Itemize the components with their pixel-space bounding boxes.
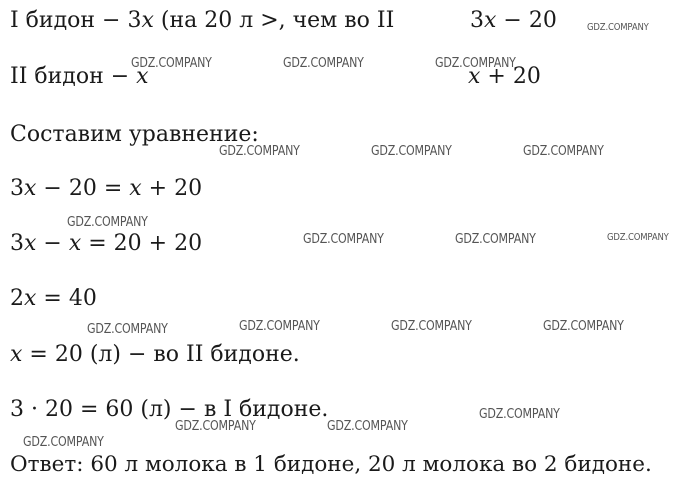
- watermark: GDZ.COMPANY: [303, 232, 384, 247]
- watermark: GDZ.COMPANY: [239, 319, 320, 334]
- watermark: GDZ.COMPANY: [283, 56, 364, 71]
- text: − 20: [496, 8, 557, 33]
- text: = 20 (л) − во II бидоне.: [22, 342, 300, 367]
- answer-line: Ответ: 60 л молока в 1 бидоне, 20 л молока во 2 бидоне.: [10, 452, 652, 477]
- watermark: GDZ.COMPANY: [607, 232, 669, 243]
- watermark: GDZ.COMPANY: [523, 144, 604, 159]
- var-x: x: [484, 8, 497, 33]
- watermark: GDZ.COMPANY: [87, 322, 168, 337]
- watermark: GDZ.COMPANY: [327, 419, 408, 434]
- line-6: [10, 286, 97, 312]
- text: II бидон −: [10, 64, 137, 89]
- watermark: GDZ.COMPANY: [67, 215, 148, 230]
- line-7: [10, 342, 300, 368]
- line-4: [10, 176, 202, 202]
- var-x: x: [141, 8, 154, 33]
- var-x: x: [24, 176, 37, 201]
- var-x: x: [136, 64, 149, 89]
- watermark: GDZ.COMPANY: [587, 22, 649, 33]
- var-x: x: [468, 64, 481, 89]
- var-x: x: [68, 231, 82, 256]
- line-1-right: [470, 8, 557, 34]
- var-x: x: [129, 176, 142, 201]
- text: = 40: [36, 286, 97, 311]
- watermark: GDZ.COMPANY: [175, 419, 256, 434]
- line-2: [10, 64, 149, 90]
- text: = 20 + 20: [81, 231, 203, 256]
- text: 2: [10, 286, 24, 311]
- line-1: [10, 8, 394, 34]
- watermark: GDZ.COMPANY: [479, 407, 560, 422]
- line-3: Составим уравнение:: [10, 122, 259, 147]
- text: + 20: [141, 176, 203, 201]
- watermark: GDZ.COMPANY: [435, 56, 516, 71]
- watermark: GDZ.COMPANY: [219, 144, 300, 159]
- text: 3: [470, 8, 484, 33]
- line-8: 3 · 20 = 60 (л) − в I бидоне.: [10, 397, 329, 422]
- text: − 20 =: [36, 176, 130, 201]
- watermark: GDZ.COMPANY: [131, 56, 212, 71]
- text: + 20: [480, 64, 541, 89]
- watermark: GDZ.COMPANY: [543, 319, 624, 334]
- text: 3: [10, 176, 24, 201]
- line-5: [10, 231, 202, 257]
- text: (на 20 л >, чем во II: [153, 8, 395, 33]
- var-x: x: [24, 231, 37, 256]
- text: −: [36, 231, 69, 256]
- watermark: GDZ.COMPANY: [371, 144, 452, 159]
- watermark: GDZ.COMPANY: [455, 232, 536, 247]
- watermark: GDZ.COMPANY: [23, 435, 104, 450]
- var-x: x: [24, 286, 37, 311]
- text: I бидон − 3: [10, 8, 142, 33]
- watermark: GDZ.COMPANY: [391, 319, 472, 334]
- text: 3: [10, 231, 24, 256]
- var-x: x: [10, 342, 23, 367]
